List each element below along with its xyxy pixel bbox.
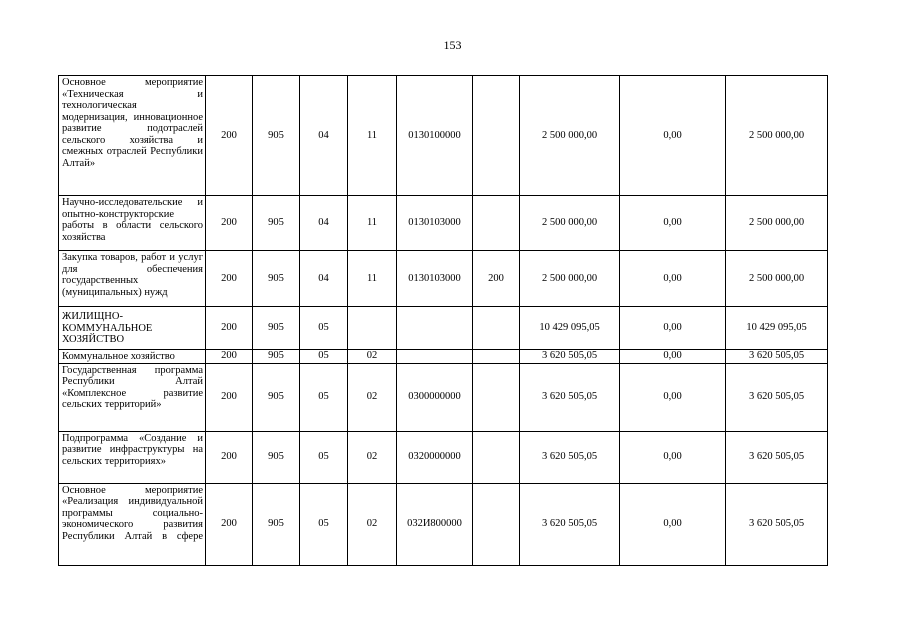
- row-amount-2: 0,00: [620, 196, 726, 251]
- row-target-article: [397, 307, 473, 350]
- row-expense-type: [473, 196, 520, 251]
- row-amount-3: 3 620 505,05: [726, 431, 828, 483]
- row-amount-3: 3 620 505,05: [726, 483, 828, 565]
- row-section-code: 05: [300, 350, 348, 364]
- row-amount-3: 3 620 505,05: [726, 363, 828, 431]
- table-row: [59, 76, 828, 196]
- row-expense-type: [473, 76, 520, 196]
- row-subsection-code: 02: [348, 350, 397, 364]
- row-amount-2: 0,00: [620, 483, 726, 565]
- row-ved-code: 200: [206, 251, 253, 307]
- row-ministry-code: 905: [253, 251, 300, 307]
- row-amount-3: 10 429 095,05: [726, 307, 828, 350]
- row-amount-3: 2 500 000,00: [726, 196, 828, 251]
- row-name: Научно-исследовательские и опытно-конструкторские работы в области сельского хозяйства: [59, 196, 206, 251]
- row-subsection-code: 02: [348, 431, 397, 483]
- row-name: Основное мероприятие «Реализация индивидуальной программы социально-экономического развития Республики Алтай в сфере: [59, 483, 206, 565]
- budget-table: [58, 75, 828, 566]
- table-row: [59, 431, 828, 483]
- row-name: Подпрограмма «Создание и развитие инфраструктуры на сельских территориях»: [59, 431, 206, 483]
- row-expense-type: [473, 350, 520, 364]
- row-ved-code: 200: [206, 350, 253, 364]
- row-amount-2: 0,00: [620, 307, 726, 350]
- row-subsection-code: 11: [348, 76, 397, 196]
- row-ved-code: 200: [206, 76, 253, 196]
- row-section-code: 04: [300, 76, 348, 196]
- row-section-code: 05: [300, 483, 348, 565]
- row-target-article: 0300000000: [397, 363, 473, 431]
- row-expense-type: [473, 431, 520, 483]
- table-row: [59, 363, 828, 431]
- table-row: [59, 307, 828, 350]
- page-number: 153: [443, 38, 462, 52]
- row-amount-1: 3 620 505,05: [520, 350, 620, 364]
- row-ministry-code: 905: [253, 196, 300, 251]
- row-expense-type: 200: [473, 251, 520, 307]
- row-amount-1: 10 429 095,05: [520, 307, 620, 350]
- row-ved-code: 200: [206, 431, 253, 483]
- row-target-article: 032И800000: [397, 483, 473, 565]
- row-expense-type: [473, 363, 520, 431]
- row-amount-1: 2 500 000,00: [520, 196, 620, 251]
- row-subsection-code: [348, 307, 397, 350]
- row-ved-code: 200: [206, 307, 253, 350]
- row-amount-1: 2 500 000,00: [520, 251, 620, 307]
- row-section-code: 05: [300, 363, 348, 431]
- table-row: [59, 251, 828, 307]
- row-amount-3: 2 500 000,00: [726, 251, 828, 307]
- row-amount-2: 0,00: [620, 431, 726, 483]
- row-ministry-code: 905: [253, 363, 300, 431]
- table-row: [59, 483, 828, 565]
- row-target-article: 0130100000: [397, 76, 473, 196]
- table-row: [59, 350, 828, 364]
- row-name: Закупка товаров, работ и услуг для обеспечения государственных (муниципальных) нужд: [59, 251, 206, 307]
- table-row: [59, 196, 828, 251]
- row-name: Основное мероприятие «Техническая и технологическая модернизация, инновационное развитие подотраслей сельского хозяйства и смежных отраслей Республики Алтай»: [59, 76, 206, 196]
- row-amount-1: 3 620 505,05: [520, 363, 620, 431]
- row-subsection-code: 11: [348, 251, 397, 307]
- row-amount-1: 2 500 000,00: [520, 76, 620, 196]
- row-amount-3: 3 620 505,05: [726, 350, 828, 364]
- row-ministry-code: 905: [253, 76, 300, 196]
- row-amount-1: 3 620 505,05: [520, 431, 620, 483]
- row-target-article: 0320000000: [397, 431, 473, 483]
- row-expense-type: [473, 483, 520, 565]
- row-ministry-code: 905: [253, 350, 300, 364]
- row-subsection-code: 02: [348, 483, 397, 565]
- row-amount-2: 0,00: [620, 363, 726, 431]
- row-amount-2: 0,00: [620, 350, 726, 364]
- row-amount-2: 0,00: [620, 76, 726, 196]
- row-ved-code: 200: [206, 363, 253, 431]
- row-expense-type: [473, 307, 520, 350]
- row-target-article: 0130103000: [397, 196, 473, 251]
- row-ministry-code: 905: [253, 483, 300, 565]
- row-target-article: 0130103000: [397, 251, 473, 307]
- row-amount-1: 3 620 505,05: [520, 483, 620, 565]
- row-name: Государственная программа Республики Алтай «Комплексное развитие сельских территорий»: [59, 363, 206, 431]
- row-section-code: 05: [300, 307, 348, 350]
- row-name: ЖИЛИЩНО-КОММУНАЛЬНОЕ ХОЗЯЙСТВО: [59, 307, 206, 350]
- row-ministry-code: 905: [253, 431, 300, 483]
- row-section-code: 05: [300, 431, 348, 483]
- row-section-code: 04: [300, 251, 348, 307]
- row-ved-code: 200: [206, 196, 253, 251]
- row-amount-2: 0,00: [620, 251, 726, 307]
- row-target-article: [397, 350, 473, 364]
- row-amount-3: 2 500 000,00: [726, 76, 828, 196]
- row-ved-code: 200: [206, 483, 253, 565]
- row-ministry-code: 905: [253, 307, 300, 350]
- row-section-code: 04: [300, 196, 348, 251]
- row-subsection-code: 02: [348, 363, 397, 431]
- row-subsection-code: 11: [348, 196, 397, 251]
- row-name: Коммунальное хозяйство: [59, 350, 206, 364]
